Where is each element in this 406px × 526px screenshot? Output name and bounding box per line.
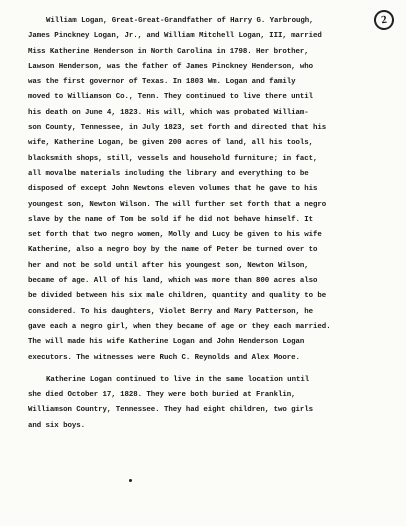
text-line: disposed of except John Newtons eleven volumes that he gave to his <box>28 185 318 194</box>
text-line: executors. The witnesses were Ruch C. Reynolds and Alex Moore. <box>28 353 300 362</box>
text-line: Katherine Logan continued to live in the same location until <box>46 375 310 384</box>
text-line: youngest son, Newton Wilson. The will further set forth that a negro <box>28 200 327 209</box>
text-line: considered. To his daughters, Violet Berry and Mary Patterson, he <box>28 307 314 316</box>
text-line: The will made his wife Katherine Logan and John Henderson Logan <box>28 338 305 347</box>
text-line: James Pinckney Logan, Jr., and William Mitchell Logan, III, married <box>28 32 322 41</box>
text-line: be divided between his six male children, quantity and quality to be <box>28 292 327 301</box>
page-number-circle: 2 <box>373 9 396 32</box>
paragraph-1 <box>28 14 398 366</box>
text-line: slave by the name of Tom be sold if he did not behave himself. It <box>28 215 314 224</box>
text-line: moved to Williamson Co., Tenn. They continued to live there until <box>28 93 314 102</box>
text-line: and six boys. <box>28 421 86 430</box>
text-line: was the first governor of Texas. In 1803 Wm. Logan and family <box>28 78 296 87</box>
document-body <box>28 14 398 434</box>
text-line: wife, Katherine Logan, be given 200 acres of land, all his tools, <box>28 139 314 148</box>
ink-speck <box>129 479 132 482</box>
text-line: his death on June 4, 1823. His will, which was probated William- <box>28 108 309 117</box>
text-line: son County, Tennessee, in July 1823, set forth and directed that his <box>28 124 327 133</box>
text-line: she died October 17, 1828. They were both buried at Franklin, <box>28 391 296 400</box>
text-line: became of age. All of his land, which was more than 800 acres also <box>28 277 318 286</box>
text-line: all movalbe materials including the library and everything to be <box>28 169 309 178</box>
text-line: Katherine, also a negro boy by the name of Peter be turned over to <box>28 246 318 255</box>
paragraph-2 <box>28 373 398 434</box>
text-line: set forth that two negro women, Molly and Lucy be given to his wife <box>28 231 322 240</box>
paragraph-gap <box>28 366 398 373</box>
text-line: Williamson Country, Tennessee. They had eight children, two girls <box>28 406 314 415</box>
text-line: Lawson Henderson, was the father of James Pinckney Henderson, who <box>28 62 314 71</box>
text-line: William Logan, Great-Great-Grandfather of Harry G. Yarbrough, <box>46 17 314 25</box>
text-line: blacksmith shops, still, vessels and household furniture; in fact, <box>28 154 318 163</box>
text-line: her and not be sold until after his youngest son, Newton Wilson, <box>28 261 309 270</box>
text-line: Miss Katherine Henderson in North Carolina in 1798. Her brother, <box>28 47 309 56</box>
text-line: gave each a negro girl, when they became of age or they each married. <box>28 322 331 331</box>
